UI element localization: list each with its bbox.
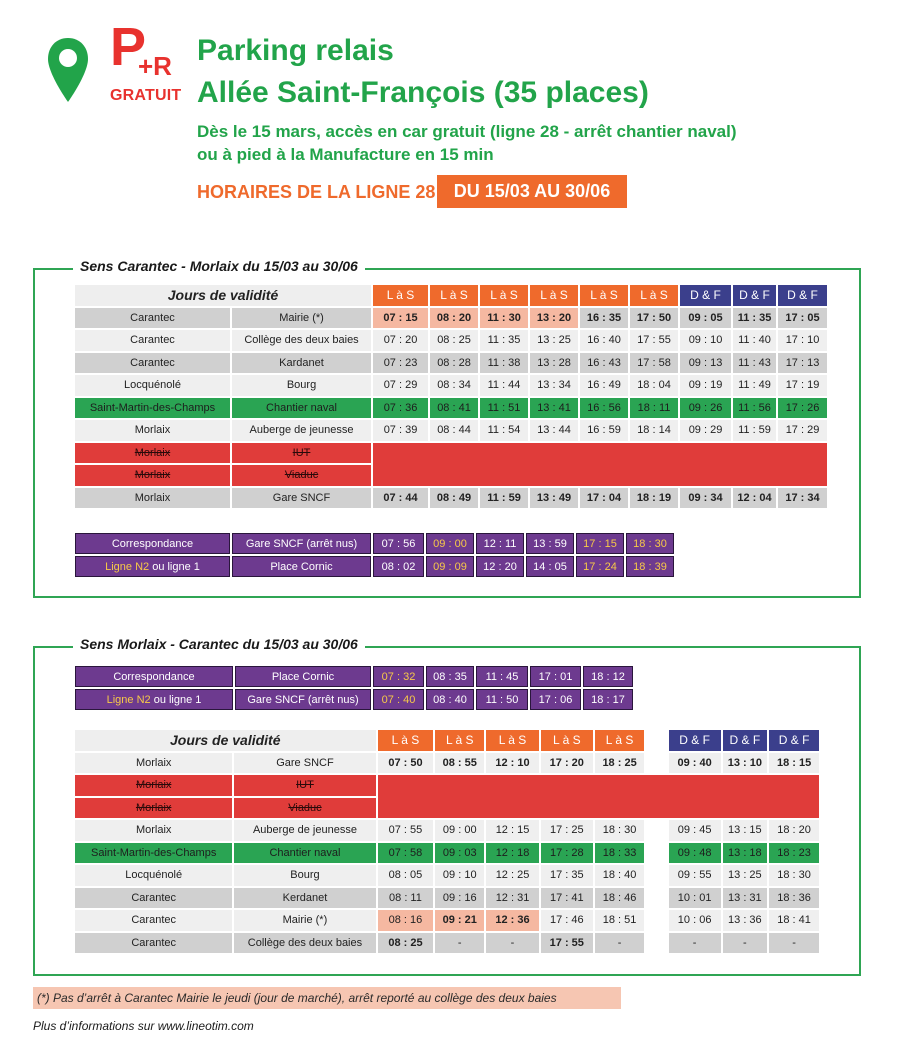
- correspondance-label: [75, 556, 230, 577]
- time-cell: 17 : 41: [541, 888, 593, 909]
- timetable-morlaix-carantec: [73, 728, 821, 955]
- time-cell: 16 : 35: [580, 308, 628, 329]
- time-cell: 11 : 38: [480, 353, 528, 374]
- time-cell: -: [769, 933, 819, 954]
- day-type-header: L à S: [373, 285, 428, 306]
- footnote: (*) Pas d’arrêt à Carantec Mairie le jeudi (jour de marché), arrêt reporté au collège des deux baies: [33, 987, 621, 1009]
- time-cell: 09 : 34: [680, 488, 731, 509]
- table-row: [75, 775, 819, 796]
- time-cell: 16 : 56: [580, 398, 628, 419]
- time-cell: 07 : 29: [373, 375, 428, 396]
- city-cell: Morlaix: [75, 775, 232, 796]
- day-type-header: D & F: [769, 730, 819, 751]
- time-cell: 17 : 19: [778, 375, 827, 396]
- time-cell: 18 : 40: [595, 865, 645, 886]
- correspondance-row: [75, 556, 674, 577]
- city-cell: Saint-Martin-des-Champs: [75, 843, 232, 864]
- time-cell: 16 : 43: [580, 353, 628, 374]
- time-cell: -: [723, 933, 768, 954]
- time-cell: 12 : 31: [486, 888, 539, 909]
- time-cell: 08 : 11: [378, 888, 434, 909]
- time-cell: 17 : 20: [541, 753, 593, 774]
- stop-cell: Auberge de jeunesse: [234, 820, 375, 841]
- correspondance-label: Correspondance: [75, 533, 230, 554]
- stop-cell: Collège des deux baies: [234, 933, 375, 954]
- time-cell: 09 : 45: [669, 820, 721, 841]
- time-cell: 11 : 56: [733, 398, 776, 419]
- column-gap: [646, 933, 666, 954]
- table-row: [75, 420, 827, 441]
- table-row: [75, 820, 819, 841]
- time-cell: 17 : 55: [630, 330, 678, 351]
- column-gap: [646, 865, 666, 886]
- stop-cell: Gare SNCF: [232, 488, 371, 509]
- time-cell: 09 : 00: [435, 820, 484, 841]
- line-1-label: ou ligne 1: [149, 560, 200, 573]
- stop-cell: Kerdanet: [234, 888, 375, 909]
- table-row: [75, 375, 827, 396]
- time-cell: 08 : 41: [430, 398, 478, 419]
- table-row: [75, 910, 819, 931]
- time-cell: 18 : 23: [769, 843, 819, 864]
- time-cell: 08 : 55: [435, 753, 484, 774]
- time-cell: 07 : 39: [373, 420, 428, 441]
- time-cell: 18 : 39: [626, 556, 674, 577]
- day-type-header: L à S: [541, 730, 593, 751]
- time-cell: 17 : 06: [530, 689, 581, 710]
- time-cell: 18 : 30: [769, 865, 819, 886]
- time-cell: 17 : 28: [541, 843, 593, 864]
- city-cell: Morlaix: [75, 443, 230, 464]
- page-title: Parking relais: [197, 34, 394, 67]
- table-row: [75, 353, 827, 374]
- stop-cell: Gare SNCF: [234, 753, 375, 774]
- day-type-header: D & F: [680, 285, 731, 306]
- line-n2-label: Ligne N2: [105, 560, 150, 573]
- time-cell: 17 : 26: [778, 398, 827, 419]
- day-type-header: L à S: [480, 285, 528, 306]
- city-cell: Carantec: [75, 308, 230, 329]
- time-cell: 11 : 43: [733, 353, 776, 374]
- time-cell: 18 : 20: [769, 820, 819, 841]
- time-cell: 08 : 44: [430, 420, 478, 441]
- time-cell: 17 : 34: [778, 488, 827, 509]
- logo-plus-r: +R: [138, 51, 172, 81]
- stop-cell: Chantier naval: [234, 843, 375, 864]
- day-type-header: L à S: [580, 285, 628, 306]
- correspondance-row: [75, 533, 674, 554]
- time-cell: 18 : 33: [595, 843, 645, 864]
- day-type-header: D & F: [778, 285, 827, 306]
- timetable-carantec-morlaix: [73, 283, 829, 510]
- section-title: Sens Carantec - Morlaix du 15/03 au 30/06: [73, 258, 365, 274]
- day-type-header: L à S: [595, 730, 645, 751]
- time-cell: 08 : 34: [430, 375, 478, 396]
- table-row: [75, 753, 819, 774]
- time-cell: 17 : 50: [630, 308, 678, 329]
- time-cell: 13 : 25: [530, 330, 578, 351]
- city-cell: Saint-Martin-des-Champs: [75, 398, 230, 419]
- map-pin-icon: [46, 36, 90, 104]
- table-row: [75, 488, 827, 509]
- stop-cell: Auberge de jeunesse: [232, 420, 371, 441]
- time-cell: 17 : 01: [530, 666, 581, 687]
- time-cell: -: [486, 933, 539, 954]
- column-gap: [646, 820, 666, 841]
- time-cell: 17 : 46: [541, 910, 593, 931]
- time-cell: 11 : 45: [476, 666, 528, 687]
- correspondance-label: Correspondance: [75, 666, 233, 687]
- column-gap: [646, 753, 666, 774]
- time-cell: 14 : 05: [526, 556, 574, 577]
- day-type-header: L à S: [430, 285, 478, 306]
- time-cell: 09 : 55: [669, 865, 721, 886]
- city-cell: Morlaix: [75, 488, 230, 509]
- day-type-header: L à S: [486, 730, 539, 751]
- city-cell: Carantec: [75, 910, 232, 931]
- time-cell: 18 : 30: [595, 820, 645, 841]
- stop-cell: Place Cornic: [235, 666, 371, 687]
- table-row: [75, 865, 819, 886]
- city-cell: Morlaix: [75, 798, 232, 819]
- time-cell: 07 : 36: [373, 398, 428, 419]
- stop-cell: Chantier naval: [232, 398, 371, 419]
- correspondance-row: [75, 666, 633, 687]
- time-cell: 11 : 59: [480, 488, 528, 509]
- correspondance-table-1: [73, 531, 676, 579]
- time-cell: -: [435, 933, 484, 954]
- jours-de-validite-label: Jours de validité: [75, 730, 376, 751]
- more-info-link: Plus d’informations sur www.lineotim.com: [33, 1019, 254, 1033]
- stop-cell: IUT: [232, 443, 371, 464]
- time-cell: 09 : 48: [669, 843, 721, 864]
- table-row: [75, 308, 827, 329]
- time-cell: 17 : 58: [630, 353, 678, 374]
- time-cell: 13 : 34: [530, 375, 578, 396]
- park-and-ride-logo: [110, 17, 188, 110]
- time-cell: 18 : 25: [595, 753, 645, 774]
- time-cell: 17 : 55: [541, 933, 593, 954]
- time-cell: 17 : 35: [541, 865, 593, 886]
- time-cell: 09 : 10: [435, 865, 484, 886]
- time-cell: 18 : 15: [769, 753, 819, 774]
- time-cell: 09 : 13: [680, 353, 731, 374]
- line-n2-label: Ligne N2: [106, 693, 151, 706]
- cancelled-stops-block: [373, 443, 827, 486]
- time-cell: 07 : 40: [373, 689, 424, 710]
- stop-cell: Viaduc: [234, 798, 375, 819]
- time-cell: 11 : 40: [733, 330, 776, 351]
- time-cell: 18 : 41: [769, 910, 819, 931]
- time-cell: 17 : 15: [576, 533, 624, 554]
- time-cell: 17 : 05: [778, 308, 827, 329]
- table-row: [75, 398, 827, 419]
- time-cell: 08 : 20: [430, 308, 478, 329]
- time-cell: 07 : 20: [373, 330, 428, 351]
- time-cell: 17 : 25: [541, 820, 593, 841]
- time-cell: 12 : 11: [476, 533, 524, 554]
- correspondance-table-2: [73, 664, 635, 712]
- time-cell: 18 : 12: [583, 666, 633, 687]
- city-cell: Carantec: [75, 353, 230, 374]
- time-cell: 11 : 35: [480, 330, 528, 351]
- time-cell: 13 : 59: [526, 533, 574, 554]
- time-cell: 09 : 05: [680, 308, 731, 329]
- time-cell: 18 : 30: [626, 533, 674, 554]
- time-cell: 09 : 00: [426, 533, 474, 554]
- time-cell: 18 : 11: [630, 398, 678, 419]
- time-cell: 12 : 18: [486, 843, 539, 864]
- time-cell: 12 : 15: [486, 820, 539, 841]
- time-cell: 13 : 15: [723, 820, 768, 841]
- time-cell: 09 : 03: [435, 843, 484, 864]
- subtitle-line-2: ou à pied à la Manufacture en 15 min: [197, 145, 494, 164]
- time-cell: 08 : 16: [378, 910, 434, 931]
- stop-cell: Mairie (*): [234, 910, 375, 931]
- time-cell: 12 : 10: [486, 753, 539, 774]
- day-type-header: D & F: [669, 730, 721, 751]
- time-cell: 18 : 14: [630, 420, 678, 441]
- correspondance-label: [75, 689, 233, 710]
- stop-cell: Viaduc: [232, 465, 371, 486]
- time-cell: 08 : 40: [426, 689, 474, 710]
- time-cell: 18 : 46: [595, 888, 645, 909]
- time-cell: 08 : 05: [378, 865, 434, 886]
- time-cell: 09 : 19: [680, 375, 731, 396]
- column-gap: [646, 843, 666, 864]
- day-type-header: L à S: [378, 730, 434, 751]
- time-cell: 12 : 20: [476, 556, 524, 577]
- stop-cell: Mairie (*): [232, 308, 371, 329]
- time-cell: 11 : 30: [480, 308, 528, 329]
- table-row: [75, 330, 827, 351]
- time-cell: 07 : 15: [373, 308, 428, 329]
- day-type-header: D & F: [723, 730, 768, 751]
- city-cell: Morlaix: [75, 465, 230, 486]
- horaires-dates-badge: DU 15/03 AU 30/06: [437, 175, 627, 208]
- stop-cell: Kardanet: [232, 353, 371, 374]
- time-cell: 12 : 36: [486, 910, 539, 931]
- stop-cell: Bourg: [234, 865, 375, 886]
- time-cell: 10 : 06: [669, 910, 721, 931]
- city-cell: Morlaix: [75, 820, 232, 841]
- stop-cell: Place Cornic: [232, 556, 371, 577]
- jours-de-validite-label: Jours de validité: [75, 285, 371, 306]
- time-cell: 07 : 32: [373, 666, 424, 687]
- day-type-header: L à S: [435, 730, 484, 751]
- time-cell: 10 : 01: [669, 888, 721, 909]
- stop-cell: IUT: [234, 775, 375, 796]
- city-cell: Morlaix: [75, 420, 230, 441]
- time-cell: 16 : 40: [580, 330, 628, 351]
- horaires-label: HORAIRES DE LA LIGNE 28: [197, 182, 436, 202]
- subtitle-line-1: Dès le 15 mars, accès en car gratuit (ligne 28 - arrêt chantier naval): [197, 122, 737, 141]
- time-cell: 13 : 44: [530, 420, 578, 441]
- time-cell: 08 : 25: [430, 330, 478, 351]
- correspondance-row: [75, 689, 633, 710]
- time-cell: 11 : 50: [476, 689, 528, 710]
- time-cell: 17 : 04: [580, 488, 628, 509]
- time-cell: 18 : 04: [630, 375, 678, 396]
- logo-gratuit: GRATUIT: [110, 87, 182, 104]
- time-cell: 13 : 31: [723, 888, 768, 909]
- day-type-header: D & F: [733, 285, 776, 306]
- time-cell: 13 : 25: [723, 865, 768, 886]
- day-type-header: L à S: [530, 285, 578, 306]
- city-cell: Locquénolé: [75, 865, 232, 886]
- time-cell: 18 : 17: [583, 689, 633, 710]
- table-row: [75, 888, 819, 909]
- time-cell: 13 : 10: [723, 753, 768, 774]
- time-cell: 07 : 56: [373, 533, 424, 554]
- time-cell: 11 : 49: [733, 375, 776, 396]
- city-cell: Carantec: [75, 888, 232, 909]
- header: [0, 0, 900, 230]
- section-title: Sens Morlaix - Carantec du 15/03 au 30/06: [73, 636, 365, 652]
- time-cell: 11 : 54: [480, 420, 528, 441]
- time-cell: 12 : 04: [733, 488, 776, 509]
- city-cell: Carantec: [75, 933, 232, 954]
- time-cell: -: [669, 933, 721, 954]
- header-row: [75, 730, 819, 751]
- time-cell: 07 : 23: [373, 353, 428, 374]
- time-cell: 07 : 44: [373, 488, 428, 509]
- time-cell: 07 : 55: [378, 820, 434, 841]
- time-cell: 13 : 20: [530, 308, 578, 329]
- time-cell: 09 : 16: [435, 888, 484, 909]
- time-cell: 18 : 36: [769, 888, 819, 909]
- city-cell: Locquénolé: [75, 375, 230, 396]
- time-cell: 08 : 02: [373, 556, 424, 577]
- time-cell: 07 : 58: [378, 843, 434, 864]
- page-title-location: Allée Saint-François (35 places): [197, 76, 649, 109]
- time-cell: 16 : 59: [580, 420, 628, 441]
- time-cell: 11 : 35: [733, 308, 776, 329]
- time-cell: 09 : 10: [680, 330, 731, 351]
- city-cell: Carantec: [75, 330, 230, 351]
- time-cell: 07 : 50: [378, 753, 434, 774]
- time-cell: 18 : 19: [630, 488, 678, 509]
- time-cell: 17 : 10: [778, 330, 827, 351]
- stop-cell: Gare SNCF (arrêt nus): [232, 533, 371, 554]
- time-cell: 09 : 40: [669, 753, 721, 774]
- time-cell: 13 : 18: [723, 843, 768, 864]
- time-cell: -: [595, 933, 645, 954]
- column-gap: [646, 730, 666, 751]
- time-cell: 11 : 44: [480, 375, 528, 396]
- time-cell: 16 : 49: [580, 375, 628, 396]
- time-cell: 17 : 24: [576, 556, 624, 577]
- header-row: [75, 285, 827, 306]
- time-cell: 09 : 21: [435, 910, 484, 931]
- day-type-header: L à S: [630, 285, 678, 306]
- time-cell: 08 : 35: [426, 666, 474, 687]
- time-cell: 12 : 25: [486, 865, 539, 886]
- time-cell: 09 : 29: [680, 420, 731, 441]
- time-cell: 08 : 25: [378, 933, 434, 954]
- time-cell: 18 : 51: [595, 910, 645, 931]
- table-row: [75, 933, 819, 954]
- stop-cell: Bourg: [232, 375, 371, 396]
- stop-cell: Collège des deux baies: [232, 330, 371, 351]
- table-row: [75, 443, 827, 464]
- time-cell: 13 : 49: [530, 488, 578, 509]
- line-1-label: ou ligne 1: [150, 693, 202, 706]
- time-cell: 17 : 13: [778, 353, 827, 374]
- time-cell: 08 : 28: [430, 353, 478, 374]
- time-cell: 09 : 26: [680, 398, 731, 419]
- column-gap: [646, 888, 666, 909]
- time-cell: 08 : 49: [430, 488, 478, 509]
- time-cell: 17 : 29: [778, 420, 827, 441]
- city-cell: Morlaix: [75, 753, 232, 774]
- time-cell: 13 : 28: [530, 353, 578, 374]
- time-cell: 13 : 36: [723, 910, 768, 931]
- time-cell: 11 : 59: [733, 420, 776, 441]
- logo-p: P: [110, 17, 147, 77]
- table-row: [75, 843, 819, 864]
- time-cell: 11 : 51: [480, 398, 528, 419]
- stop-cell: Gare SNCF (arrêt nus): [235, 689, 371, 710]
- time-cell: 13 : 41: [530, 398, 578, 419]
- cancelled-stops-block: [378, 775, 819, 818]
- column-gap: [646, 910, 666, 931]
- time-cell: 09 : 09: [426, 556, 474, 577]
